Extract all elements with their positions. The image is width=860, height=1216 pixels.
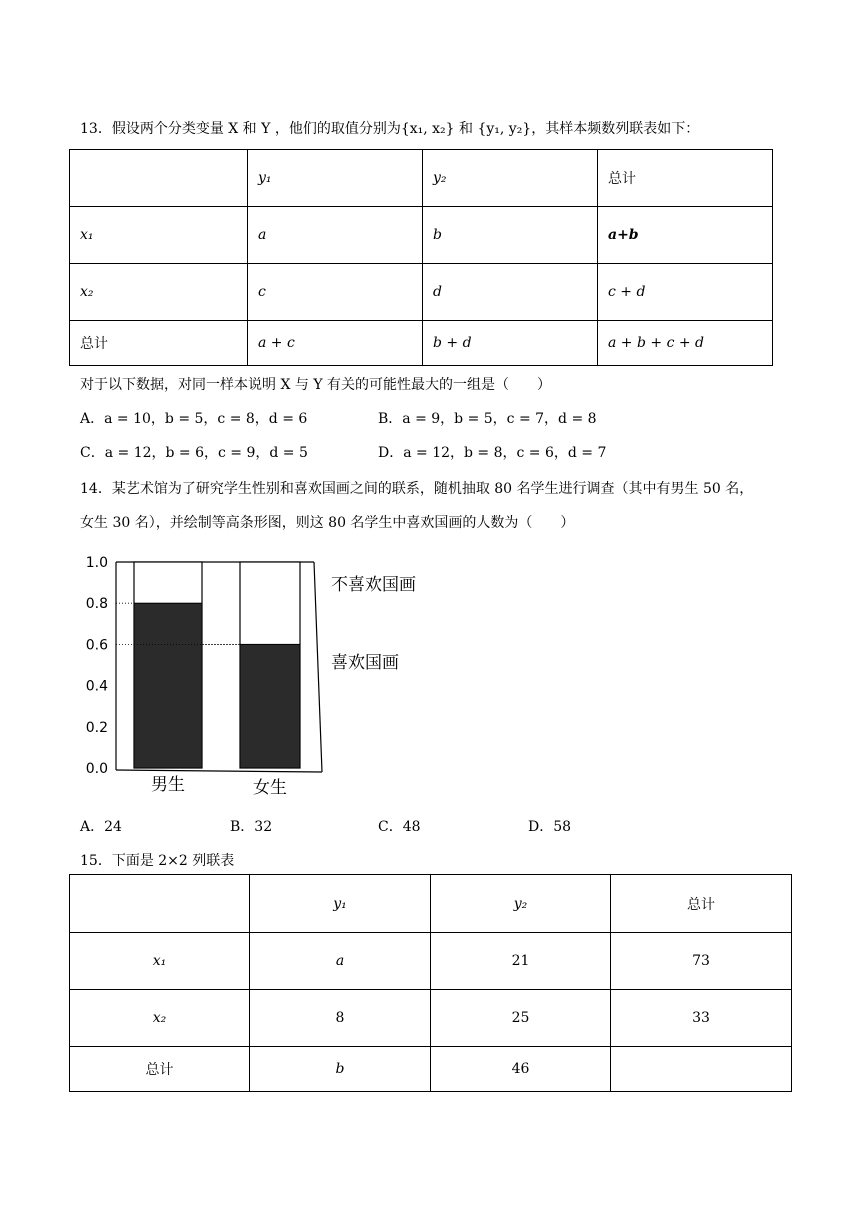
q13-r2c2: b + d bbox=[423, 321, 598, 366]
q13-r2c3: a + b + c + d bbox=[598, 321, 773, 366]
q13-r1c1: c bbox=[248, 264, 423, 321]
q13-r0c2: b bbox=[423, 207, 598, 264]
q13-header-row bbox=[70, 150, 773, 207]
q13-r1c3: c + d bbox=[598, 264, 773, 321]
table-row bbox=[70, 990, 792, 1047]
q15-header-row bbox=[70, 875, 792, 933]
q13-stem: 13．假设两个分类变量 X 和 Y ，他们的取值分别为{x₁, x₂} 和 {y₁, y₂}，其样本频数列联表如下： bbox=[80, 121, 700, 137]
q14-option-b: B．32 bbox=[230, 819, 273, 835]
x-tick-label: 女生 bbox=[253, 778, 287, 798]
q13-r0c1: a bbox=[248, 207, 423, 264]
q15-h3: 总计 bbox=[611, 875, 792, 933]
q15-r0c3: 73 bbox=[611, 933, 792, 990]
q15-r2c3 bbox=[611, 1047, 792, 1092]
q15-r2c1: b bbox=[250, 1047, 431, 1092]
q13-option-d: D．a = 12，b = 8，c = 6，d = 7 bbox=[378, 445, 607, 461]
q14-stem-line2: 女生 30 名），并绘制等高条形图，则这 80 名学生中喜欢国画的人数为（ ） bbox=[80, 515, 575, 531]
q15-r1c0: x₂ bbox=[70, 990, 250, 1047]
q15-r0c2: 21 bbox=[431, 933, 611, 990]
legend-label: 不喜欢国画 bbox=[331, 575, 416, 595]
q15-r1c1: 8 bbox=[250, 990, 431, 1047]
q14-option-d: D．58 bbox=[528, 819, 572, 835]
bar-喜欢国画 bbox=[134, 603, 202, 768]
q13-question: 对于以下数据，对同一样本说明 X 与 Y 有关的可能性最大的一组是（ ） bbox=[80, 377, 552, 393]
q14-option-c: C．48 bbox=[378, 819, 421, 835]
x-tick-label: 男生 bbox=[151, 775, 185, 795]
q13-r1c2: d bbox=[423, 264, 598, 321]
q15-r2c2: 46 bbox=[431, 1047, 611, 1092]
q13-h2: y₂ bbox=[423, 150, 598, 207]
q15-r0c0: x₁ bbox=[70, 933, 250, 990]
q13-h0 bbox=[70, 150, 248, 207]
q13-option-a: A．a = 10，b = 5，c = 8，d = 6 bbox=[80, 411, 308, 427]
table-row bbox=[70, 933, 792, 990]
q15-h2: y₂ bbox=[431, 875, 611, 933]
bar-喜欢国画 bbox=[240, 644, 300, 768]
q13-option-c: C．a = 12，b = 6，c = 9，d = 5 bbox=[80, 445, 308, 461]
q15-h0 bbox=[70, 875, 250, 933]
q13-h3: 总计 bbox=[598, 150, 773, 207]
y-tick-label: 0.8 bbox=[85, 596, 108, 613]
q15-table bbox=[69, 874, 792, 1092]
q13-h1: y₁ bbox=[248, 150, 423, 207]
x-axis bbox=[116, 770, 322, 772]
legend-label: 喜欢国画 bbox=[331, 653, 399, 673]
q15-r0c1: a bbox=[250, 933, 431, 990]
table-row bbox=[70, 321, 773, 366]
q15-stem: 15．下面是 2×2 列联表 bbox=[80, 853, 235, 869]
q15-r1c3: 33 bbox=[611, 990, 792, 1047]
table-row bbox=[70, 207, 773, 264]
q15-r2c0: 总计 bbox=[70, 1047, 250, 1092]
q14-stem-line1: 14．某艺术馆为了研究学生性别和喜欢国画之间的联系，随机抽取 80 名学生进行调查（其中有男生 50 名， bbox=[80, 481, 754, 497]
q15-h1: y₁ bbox=[250, 875, 431, 933]
table-row bbox=[70, 264, 773, 321]
q13-r2c0: 总计 bbox=[70, 321, 248, 366]
y-tick-label: 0.6 bbox=[85, 637, 108, 654]
table-row bbox=[70, 1047, 792, 1092]
q13-table bbox=[69, 149, 773, 366]
q14-option-a: A．24 bbox=[80, 819, 122, 835]
q13-r0c3: a+b bbox=[598, 207, 773, 264]
y-tick-label: 0.0 bbox=[85, 761, 108, 777]
y-tick-label: 0.2 bbox=[85, 719, 108, 736]
q13-option-b: B．a = 9，b = 5，c = 7，d = 8 bbox=[378, 411, 597, 427]
stacked-bar-chart bbox=[76, 548, 436, 800]
right-border bbox=[314, 562, 322, 772]
y-tick-label: 1.0 bbox=[85, 555, 108, 571]
q13-r0c0: x₁ bbox=[70, 207, 248, 264]
q15-r1c2: 25 bbox=[431, 990, 611, 1047]
q13-r2c1: a + c bbox=[248, 321, 423, 366]
y-tick-label: 0.4 bbox=[85, 678, 108, 695]
q13-r1c0: x₂ bbox=[70, 264, 248, 321]
